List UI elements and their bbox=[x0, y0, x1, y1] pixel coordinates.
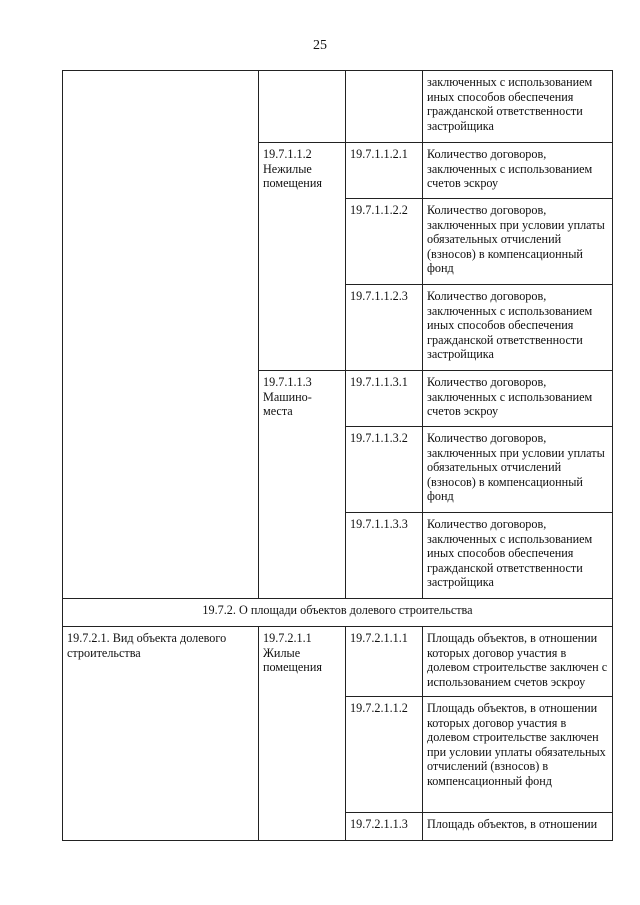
section-row bbox=[63, 599, 613, 627]
description-cell: заключенных с использованием иных способов обеспечения гражданской ответственности застройщика bbox=[423, 71, 613, 143]
table-row bbox=[63, 627, 613, 697]
table-row bbox=[63, 71, 613, 143]
description-cell: Площадь объектов, в отношении bbox=[423, 813, 613, 841]
code-cell: 19.7.1.1.2.3 bbox=[346, 285, 423, 371]
description-cell: Количество договоров, заключенных с использованием иных способов обеспечения гражданской ответственности застройщика bbox=[423, 285, 613, 371]
page-number: 25 bbox=[313, 38, 327, 53]
description-cell: Количество договоров, заключенных при условии уплаты обязательных отчислений (взносов) в компенсационный фонд bbox=[423, 427, 613, 513]
description-cell: Количество договоров, заключенных при условии уплаты обязательных отчислений (взносов) в компенсационный фонд bbox=[423, 199, 613, 285]
code-cell: 19.7.1.1.3.1 bbox=[346, 371, 423, 427]
category-cell bbox=[259, 71, 346, 143]
code-cell: 19.7.2.1.1.2 bbox=[346, 697, 423, 813]
indicator-table bbox=[62, 70, 613, 841]
code-cell: 19.7.2.1.1.3 bbox=[346, 813, 423, 841]
description-cell: Площадь объектов, в отношении которых договор участия в долевом строительстве заключен при условии уплаты обязательных отчислений (взносов) в компенсационный фонд bbox=[423, 697, 613, 813]
group-cell: 19.7.2.1. Вид объекта долевого строительства bbox=[63, 627, 259, 841]
section-title: 19.7.2. О площади объектов долевого строительства bbox=[63, 599, 613, 627]
description-cell: Количество договоров, заключенных с использованием иных способов обеспечения гражданской ответственности застройщика bbox=[423, 513, 613, 599]
description-cell: Количество договоров, заключенных с использованием счетов эскроу bbox=[423, 371, 613, 427]
code-cell: 19.7.2.1.1.1 bbox=[346, 627, 423, 697]
code-cell: 19.7.1.1.2.1 bbox=[346, 143, 423, 199]
code-cell: 19.7.1.1.3.2 bbox=[346, 427, 423, 513]
description-cell: Количество договоров, заключенных с использованием счетов эскроу bbox=[423, 143, 613, 199]
description-cell: Площадь объектов, в отношении которых договор участия в долевом строительстве заключен с использованием счетов эскроу bbox=[423, 627, 613, 697]
group-cell bbox=[63, 71, 259, 599]
category-cell: 19.7.2.1.1 Жилые помещения bbox=[259, 627, 346, 841]
code-cell: 19.7.1.1.3.3 bbox=[346, 513, 423, 599]
category-cell: 19.7.1.1.3 Машино- места bbox=[259, 371, 346, 599]
category-cell: 19.7.1.1.2 Нежилые помещения bbox=[259, 143, 346, 371]
code-cell bbox=[346, 71, 423, 143]
code-cell: 19.7.1.1.2.2 bbox=[346, 199, 423, 285]
